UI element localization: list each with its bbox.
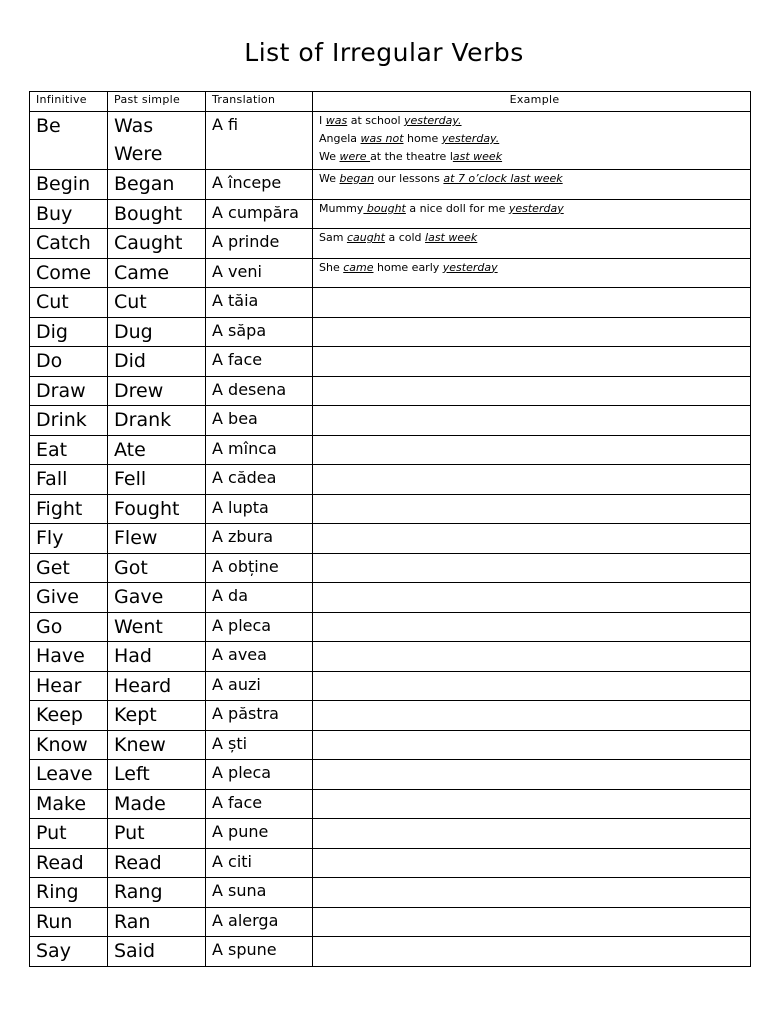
translation-cell: A auzi <box>206 671 313 701</box>
translation-cell: A pleca <box>206 612 313 642</box>
infinitive-cell: Go <box>30 612 108 642</box>
example-cell <box>313 612 751 642</box>
past-simple-cell: Did <box>108 347 206 377</box>
example-cell <box>313 465 751 495</box>
table-row <box>30 258 751 288</box>
example-text: I <box>319 114 326 127</box>
translation-cell: A lupta <box>206 494 313 524</box>
example-sentence <box>319 200 750 218</box>
table-row <box>30 317 751 347</box>
table-row <box>30 553 751 583</box>
past-simple-cell: Cut <box>108 288 206 318</box>
example-verb: began <box>339 172 374 185</box>
example-time: at 7 o’clock last week <box>443 172 563 185</box>
example-sentence <box>319 148 750 166</box>
infinitive-cell: Keep <box>30 701 108 731</box>
infinitive-cell: Dig <box>30 317 108 347</box>
translation-cell: A citi <box>206 848 313 878</box>
example-cell <box>313 907 751 937</box>
infinitive-cell: Run <box>30 907 108 937</box>
example-cell <box>313 730 751 760</box>
example-text: our lessons <box>373 172 444 185</box>
table-row <box>30 583 751 613</box>
table-row <box>30 112 751 170</box>
table-row <box>30 229 751 259</box>
header-example: Example <box>313 92 751 112</box>
table-row <box>30 199 751 229</box>
translation-cell: A pune <box>206 819 313 849</box>
translation-cell: A avea <box>206 642 313 672</box>
translation-cell: A veni <box>206 258 313 288</box>
table-row <box>30 878 751 908</box>
translation-cell: A bea <box>206 406 313 436</box>
table-header-row <box>30 92 751 112</box>
example-cell <box>313 170 751 200</box>
past-simple-cell: Ate <box>108 435 206 465</box>
example-sentence <box>319 259 750 277</box>
infinitive-cell: Do <box>30 347 108 377</box>
table-row <box>30 435 751 465</box>
example-cell <box>313 376 751 406</box>
translation-cell: A săpa <box>206 317 313 347</box>
table-row <box>30 465 751 495</box>
example-time: yesterday. <box>441 132 500 145</box>
example-cell <box>313 878 751 908</box>
translation-cell: A prinde <box>206 229 313 259</box>
past-simple-cell: Dug <box>108 317 206 347</box>
infinitive-cell: Fly <box>30 524 108 554</box>
example-cell <box>313 701 751 731</box>
past-simple-cell: Left <box>108 760 206 790</box>
translation-cell: A tăia <box>206 288 313 318</box>
example-cell <box>313 288 751 318</box>
translation-cell: A suna <box>206 878 313 908</box>
infinitive-cell: Fight <box>30 494 108 524</box>
example-text: We <box>319 150 340 163</box>
infinitive-cell: Get <box>30 553 108 583</box>
infinitive-cell: Begin <box>30 170 108 200</box>
example-cell <box>313 199 751 229</box>
table-row <box>30 406 751 436</box>
past-simple-cell: Flew <box>108 524 206 554</box>
table-row <box>30 642 751 672</box>
translation-cell: A face <box>206 347 313 377</box>
example-verb: was <box>325 114 348 127</box>
past-simple-cell: Said <box>108 937 206 967</box>
infinitive-cell: Buy <box>30 199 108 229</box>
translation-cell: A cădea <box>206 465 313 495</box>
translation-cell: A zbura <box>206 524 313 554</box>
past-simple-cell <box>108 112 206 170</box>
translation-cell: A alerga <box>206 907 313 937</box>
table-row <box>30 170 751 200</box>
past-simple-cell: Rang <box>108 878 206 908</box>
example-cell <box>313 112 751 170</box>
infinitive-cell: Be <box>30 112 108 170</box>
example-cell <box>313 229 751 259</box>
example-text: home early <box>373 260 443 274</box>
translation-cell: A fi <box>206 112 313 170</box>
table-row <box>30 760 751 790</box>
example-cell <box>313 317 751 347</box>
past-simple-was: Was <box>114 115 154 137</box>
translation-cell: A desena <box>206 376 313 406</box>
example-verb: caught <box>346 231 385 244</box>
example-cell <box>313 789 751 819</box>
infinitive-cell: Hear <box>30 671 108 701</box>
example-text: Mummy <box>319 201 364 215</box>
example-cell <box>313 435 751 465</box>
table-row <box>30 789 751 819</box>
table-row <box>30 937 751 967</box>
example-text: a nice doll for me <box>405 201 509 215</box>
past-simple-cell: Fell <box>108 465 206 495</box>
infinitive-cell: Eat <box>30 435 108 465</box>
past-simple-cell: Came <box>108 258 206 288</box>
example-text: Angela <box>319 132 361 145</box>
example-cell <box>313 494 751 524</box>
example-verb: were <box>339 150 371 163</box>
example-text: Sam <box>319 231 347 244</box>
table-row <box>30 347 751 377</box>
table-row <box>30 524 751 554</box>
verbs-table <box>29 91 751 967</box>
translation-cell: A începe <box>206 170 313 200</box>
example-cell <box>313 819 751 849</box>
infinitive-cell: Drink <box>30 406 108 436</box>
past-simple-cell: Put <box>108 819 206 849</box>
example-time: yesterday. <box>404 114 462 127</box>
past-simple-cell: Began <box>108 170 206 200</box>
example-cell <box>313 848 751 878</box>
example-text: We <box>319 172 340 185</box>
infinitive-cell: Cut <box>30 288 108 318</box>
table-row <box>30 819 751 849</box>
past-simple-cell: Went <box>108 612 206 642</box>
example-text: a cold <box>384 231 426 244</box>
translation-cell: A face <box>206 789 313 819</box>
table-row <box>30 376 751 406</box>
table-row <box>30 671 751 701</box>
example-cell <box>313 524 751 554</box>
example-text: She <box>319 260 344 274</box>
example-text: at the theatre l <box>370 150 453 163</box>
example-sentence <box>319 170 750 188</box>
past-simple-cell: Heard <box>108 671 206 701</box>
table-row <box>30 730 751 760</box>
example-time: yesterday <box>508 201 564 215</box>
translation-cell: A pleca <box>206 760 313 790</box>
past-simple-cell: Ran <box>108 907 206 937</box>
infinitive-cell: Give <box>30 583 108 613</box>
example-sentence <box>319 130 750 148</box>
example-verb: bought <box>363 201 406 215</box>
example-cell <box>313 406 751 436</box>
example-cell <box>313 347 751 377</box>
past-simple-cell: Made <box>108 789 206 819</box>
translation-cell: A obține <box>206 553 313 583</box>
example-cell <box>313 583 751 613</box>
past-simple-cell: Read <box>108 848 206 878</box>
past-simple-cell: Drew <box>108 376 206 406</box>
infinitive-cell: Ring <box>30 878 108 908</box>
infinitive-cell: Catch <box>30 229 108 259</box>
example-text: at school <box>347 114 405 127</box>
translation-cell: A da <box>206 583 313 613</box>
example-sentence <box>319 229 750 247</box>
past-simple-cell: Got <box>108 553 206 583</box>
past-simple-cell: Gave <box>108 583 206 613</box>
infinitive-cell: Fall <box>30 465 108 495</box>
header-infinitive: Infinitive <box>30 92 108 112</box>
example-verb: was not <box>360 132 404 145</box>
example-cell <box>313 642 751 672</box>
example-time: ast week <box>452 150 503 163</box>
table-row <box>30 288 751 318</box>
example-verb: came <box>343 260 374 274</box>
infinitive-cell: Read <box>30 848 108 878</box>
translation-cell: A păstra <box>206 701 313 731</box>
past-simple-cell: Kept <box>108 701 206 731</box>
table-row <box>30 848 751 878</box>
translation-cell: A mînca <box>206 435 313 465</box>
past-simple-cell: Had <box>108 642 206 672</box>
example-text: home <box>403 132 442 145</box>
example-cell <box>313 258 751 288</box>
past-simple-cell: Knew <box>108 730 206 760</box>
infinitive-cell: Say <box>30 937 108 967</box>
example-cell <box>313 937 751 967</box>
example-cell <box>313 671 751 701</box>
table-row <box>30 612 751 642</box>
past-simple-cell: Drank <box>108 406 206 436</box>
table-row <box>30 907 751 937</box>
past-simple-cell: Caught <box>108 229 206 259</box>
translation-cell: A spune <box>206 937 313 967</box>
header-translation: Translation <box>206 92 313 112</box>
example-cell <box>313 553 751 583</box>
infinitive-cell: Have <box>30 642 108 672</box>
infinitive-cell: Draw <box>30 376 108 406</box>
table-row <box>30 494 751 524</box>
infinitive-cell: Come <box>30 258 108 288</box>
example-time: last week <box>425 231 478 244</box>
infinitive-cell: Put <box>30 819 108 849</box>
past-simple-were: Were <box>114 143 163 165</box>
infinitive-cell: Leave <box>30 760 108 790</box>
example-cell <box>313 760 751 790</box>
example-sentence <box>319 112 750 130</box>
header-past-simple: Past simple <box>108 92 206 112</box>
past-simple-cell: Fought <box>108 494 206 524</box>
past-simple-cell: Bought <box>108 199 206 229</box>
translation-cell: A cumpăra <box>206 199 313 229</box>
example-time: yesterday <box>442 260 498 274</box>
infinitive-cell: Make <box>30 789 108 819</box>
table-row <box>30 701 751 731</box>
infinitive-cell: Know <box>30 730 108 760</box>
translation-cell: A ști <box>206 730 313 760</box>
page-title: List of Irregular Verbs <box>244 38 524 67</box>
